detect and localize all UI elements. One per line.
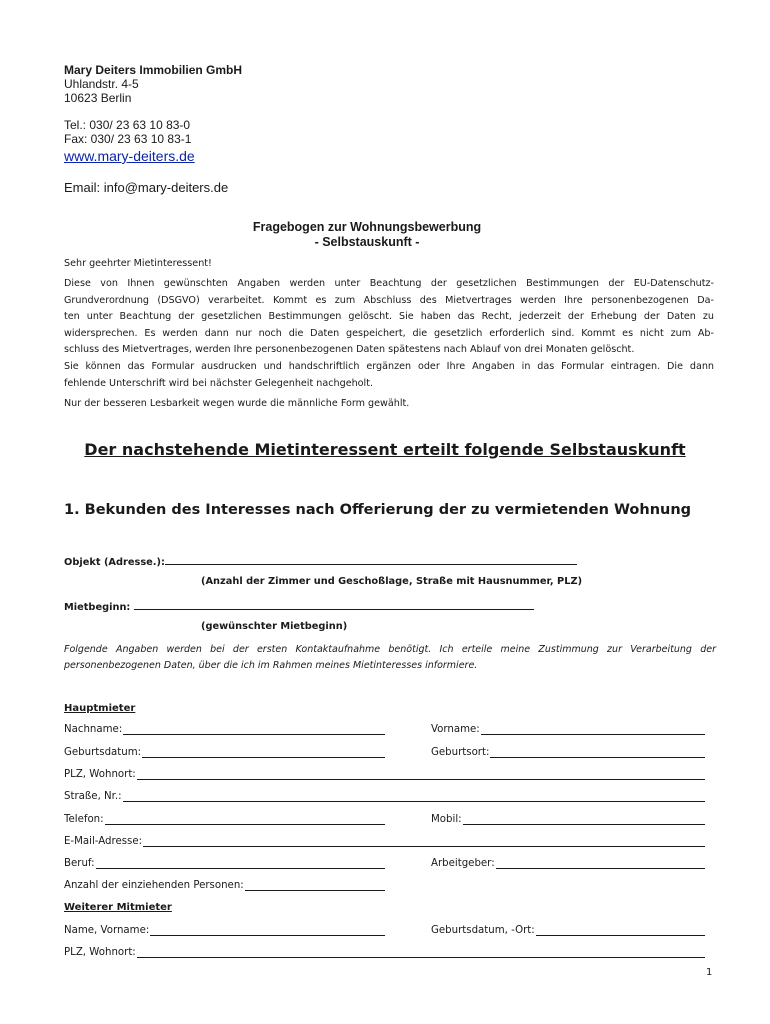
mitmieter-geburt-label: Geburtsdatum, -Ort: (431, 925, 535, 936)
strasse-input-line[interactable] (123, 790, 705, 802)
mitmieter-name-field[interactable] (64, 924, 385, 936)
usage-line: fehlende Unterschrift wird bei nächster Gelegenheit nachgeholt. (64, 377, 374, 389)
objekt-label: Objekt (Adresse.): (64, 557, 165, 568)
company-fax: Fax: 030/ 23 63 10 83-1 (64, 132, 192, 146)
objekt-input-line[interactable] (165, 554, 577, 565)
telefon-field[interactable] (64, 813, 385, 825)
consent-paragraph (64, 642, 716, 674)
consent-line: personenbezogenen Daten, über die ich im Rahmen meines Mietinteresses informiere. (64, 660, 478, 671)
arbeitgeber-input-line[interactable] (496, 857, 705, 869)
mitmieter-plz-wohnort-field[interactable] (64, 946, 705, 958)
plz-wohnort-field[interactable] (64, 768, 705, 780)
company-email: Email: info@mary-deiters.de (64, 180, 229, 195)
personen-input-line[interactable] (245, 879, 385, 891)
company-name: Mary Deiters Immobilien GmbH (64, 63, 243, 77)
beruf-field[interactable] (64, 857, 385, 869)
salutation-text: Sehr geehrter Mietinteressent! (64, 258, 212, 269)
nachname-label: Nachname: (64, 724, 123, 735)
plz-wohnort-label: PLZ, Wohnort: (64, 769, 136, 780)
email-label: E-Mail-Adresse: (64, 836, 143, 847)
form-title: Fragebogen zur Wohnungsbewerbung (252, 220, 482, 234)
mitmieter-plz-wohnort-input-line[interactable] (137, 946, 705, 958)
email-field[interactable] (64, 835, 705, 847)
main-heading: Der nachstehende Mietinteressent erteilt folgende Selbstauskunft (84, 440, 686, 459)
hauptmieter-heading: Hauptmieter (64, 703, 136, 714)
company-website-link[interactable]: www.mary-deiters.de (64, 148, 195, 164)
plz-wohnort-input-line[interactable] (137, 768, 705, 780)
consent-line: Folgende Angaben werden bei der ersten Kontaktaufnahme benötigt. Ich erteile meine Zustimmung zur Verarbeitung der (64, 644, 716, 655)
mitmieter-heading: Weiterer Mitmieter (64, 902, 172, 913)
vorname-label: Vorname: (431, 724, 480, 735)
gender-note-text: Nur der besseren Lesbarkeit wegen wurde die männliche Form gewählt. (64, 398, 410, 409)
form-usage-paragraph (64, 359, 714, 392)
privacy-line: ten unter Beachtung der gesetzlichen Bestimmungen gelöscht. Sie haben das Recht, jederzeit der Erhebung der Daten zu (64, 311, 714, 322)
email-input-line[interactable] (143, 835, 705, 847)
privacy-paragraph (64, 276, 714, 359)
personen-label: Anzahl der einziehenden Personen: (64, 880, 244, 891)
strasse-field[interactable] (64, 790, 705, 802)
mitmieter-plz-wohnort-label: PLZ, Wohnort: (64, 947, 136, 958)
mobil-input-line[interactable] (463, 813, 705, 825)
geburtsdatum-input-line[interactable] (142, 746, 385, 758)
mobil-label: Mobil: (431, 814, 462, 825)
section-1-title: 1. Bekunden des Interesses nach Offerierung der zu vermietenden Wohnung (64, 502, 692, 518)
beruf-input-line[interactable] (96, 857, 385, 869)
mietbeginn-input-line[interactable] (134, 599, 534, 610)
mitmieter-name-label: Name, Vorname: (64, 925, 150, 936)
company-tel: Tel.: 030/ 23 63 10 83-0 (64, 118, 191, 132)
nachname-input-line[interactable] (123, 723, 385, 735)
mitmieter-geburt-field[interactable] (431, 924, 705, 936)
objekt-hint: (Anzahl der Zimmer und Geschoßlage, Straße mit Hausnummer, PLZ) (201, 576, 583, 587)
mobil-field[interactable] (431, 813, 705, 825)
privacy-line: widersprechen. Es werden dann nur noch die Daten gespeichert, die gesetzlich erforderlich sind. Kommt es nicht zum Ab- (64, 327, 714, 339)
personen-field[interactable] (64, 879, 385, 891)
nachname-field[interactable] (64, 723, 385, 735)
mitmieter-name-input-line[interactable] (150, 924, 385, 936)
arbeitgeber-label: Arbeitgeber: (431, 858, 495, 869)
privacy-line: schluss des Mietvertrages, werden Ihre personenbezogenen Daten spätestens nach Ablauf von drei Monaten gelöscht. (64, 344, 635, 355)
mietbeginn-hint: (gewünschter Mietbeginn) (201, 621, 348, 632)
geburtsort-input-line[interactable] (490, 746, 705, 758)
beruf-label: Beruf: (64, 858, 95, 869)
page-number: 1 (706, 967, 713, 978)
geburtsort-label: Geburtsort: (431, 747, 490, 758)
company-street: Uhlandstr. 4-5 (64, 77, 139, 91)
privacy-line: Diese von Ihnen gewünschten Angaben werden unter Beachtung der gesetzlichen Bestimmungen der EU-Datenschutz- (64, 278, 714, 289)
usage-line: Sie können das Formular ausdrucken und handschriftlich ergänzen oder Ihre Angaben in das Formular eintragen. Die dann (64, 361, 714, 372)
strasse-label: Straße, Nr.: (64, 791, 122, 802)
arbeitgeber-field[interactable] (431, 857, 705, 869)
telefon-label: Telefon: (64, 814, 104, 825)
company-city: 10623 Berlin (64, 91, 132, 105)
vorname-input-line[interactable] (481, 723, 705, 735)
privacy-line: Grundverordnung (DSGVO) verarbeitet. Kommt es zum Abschluss des Mietvertrages werden Ihre personenbezogenen Da- (64, 294, 714, 306)
form-subtitle: - Selbstauskunft - (314, 235, 420, 249)
geburtsort-field[interactable] (431, 746, 705, 758)
salutation (64, 256, 714, 273)
geburtsdatum-field[interactable] (64, 746, 385, 758)
telefon-input-line[interactable] (105, 813, 385, 825)
mietbeginn-row (64, 599, 534, 613)
mietbeginn-label: Mietbeginn: (64, 602, 134, 613)
geburtsdatum-label: Geburtsdatum: (64, 747, 142, 758)
gender-note (64, 396, 714, 413)
mitmieter-geburt-input-line[interactable] (536, 924, 705, 936)
vorname-field[interactable] (431, 723, 705, 735)
objekt-row (64, 554, 577, 568)
